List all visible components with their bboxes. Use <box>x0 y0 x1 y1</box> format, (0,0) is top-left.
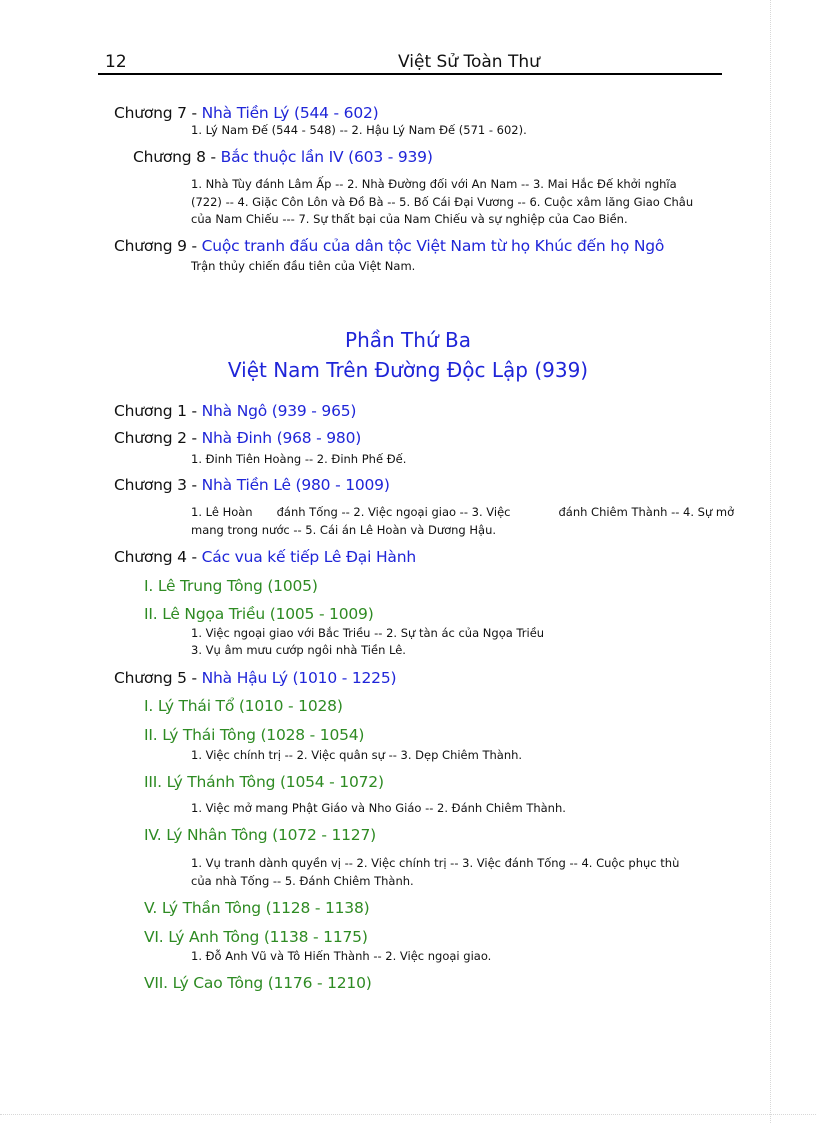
chapter-9 <box>114 237 664 255</box>
section-ly-thanh-tong-desc: 1. Việc mở mang Phật Giáo và Nho Giáo -- 2. Đánh Chiêm Thành. <box>191 801 566 815</box>
part3-chapter-1-title: Nhà Ngô (939 - 965) <box>201 402 357 420</box>
chapter-9-title: Cuộc tranh đấu của dân tộc Việt Nam từ họ Khúc đến họ Ngô <box>201 237 665 255</box>
part3-chapter-2-title: Nhà Đinh (968 - 980) <box>201 429 362 447</box>
part3-chapter-4-label: Chương 4 - <box>114 548 202 566</box>
bottom-margin-guide <box>0 1114 816 1115</box>
section-le-ngoa-trieu-desc-1: 1. Việc ngoại giao với Bắc Triều -- 2. Sự tàn ác của Ngọa Triều <box>191 626 545 640</box>
part3-chapter-4-title: Các vua kế tiếp Lê Đại Hành <box>201 548 416 566</box>
chapter-7 <box>114 104 379 122</box>
section-ly-nhan-tong-desc-2: của nhà Tống -- 5. Đánh Chiêm Thành. <box>191 874 414 888</box>
part3-chapter-1 <box>114 402 356 420</box>
part3-chapter-3-desc-1 <box>191 504 734 522</box>
section-le-trung-tong: I. Lê Trung Tông (1005) <box>144 577 318 595</box>
chapter-8-desc-3: của Nam Chiếu --- 7. Sự thất bại của Nam Chiếu và sự nghiệp của Cao Biền. <box>191 212 628 226</box>
part3-chapter-4 <box>114 548 416 566</box>
part3-chapter-5-label: Chương 5 - <box>114 669 202 687</box>
section-le-ngoa-trieu: II. Lê Ngọa Triều (1005 - 1009) <box>144 605 374 623</box>
part3-chapter-2-desc: 1. Đinh Tiên Hoàng -- 2. Đinh Phế Đế. <box>191 452 407 466</box>
chapter-8-desc-1: 1. Nhà Tùy đánh Lâm Ấp -- 2. Nhà Đường đối với An Nam -- 3. Mai Hắc Đế khởi nghĩa <box>191 177 677 191</box>
book-title: Việt Sử Toàn Thư <box>398 52 540 72</box>
section-ly-anh-tong-desc: 1. Đỗ Anh Vũ và Tô Hiến Thành -- 2. Việc ngoại giao. <box>191 949 492 963</box>
part3-chapter-2 <box>114 429 361 447</box>
part3-chapter-1-label: Chương 1 - <box>114 402 202 420</box>
part-title: Phần Thứ Ba <box>345 328 471 352</box>
part3-chapter-3-title: Nhà Tiền Lê (980 - 1009) <box>201 476 390 494</box>
chapter-7-title: Nhà Tiền Lý (544 - 602) <box>201 104 379 122</box>
right-margin-guide <box>770 0 771 1123</box>
desc-segment: đánh Chiêm Thành -- 4. Sự mở <box>558 505 735 519</box>
chapter-7-label: Chương 7 - <box>114 104 202 122</box>
section-ly-nhan-tong-desc-1: 1. Vụ tranh dành quyền vị -- 2. Việc chính trị -- 3. Việc đánh Tống -- 4. Cuộc phục thù <box>191 856 680 870</box>
chapter-9-desc: Trận thủy chiến đầu tiên của Việt Nam. <box>191 259 416 273</box>
section-ly-cao-tong: VII. Lý Cao Tông (1176 - 1210) <box>144 974 372 992</box>
desc-segment: 1. Lê Hoàn <box>191 505 253 519</box>
page-number: 12 <box>105 52 127 72</box>
chapter-9-label: Chương 9 - <box>114 237 202 255</box>
section-ly-than-tong: V. Lý Thần Tông (1128 - 1138) <box>144 899 370 917</box>
section-ly-anh-tong: VI. Lý Anh Tông (1138 - 1175) <box>144 928 368 946</box>
part3-chapter-2-label: Chương 2 - <box>114 429 202 447</box>
part3-chapter-5 <box>114 669 396 687</box>
chapter-8-title: Bắc thuộc lần IV (603 - 939) <box>220 148 433 166</box>
chapter-8 <box>133 148 433 166</box>
section-ly-thai-tong: II. Lý Thái Tông (1028 - 1054) <box>144 726 365 744</box>
section-le-ngoa-trieu-desc-2: 3. Vụ âm mưu cướp ngôi nhà Tiền Lê. <box>191 643 406 657</box>
part3-chapter-3-desc-2: mang trong nước -- 5. Cái án Lê Hoàn và Dương Hậu. <box>191 523 497 537</box>
part3-chapter-3 <box>114 476 390 494</box>
chapter-8-desc-2: (722) -- 4. Giặc Côn Lôn và Đồ Bà -- 5. Bố Cái Đại Vương -- 6. Cuộc xâm lăng Giao Châu <box>191 195 694 209</box>
part3-chapter-5-title: Nhà Hậu Lý (1010 - 1225) <box>201 669 397 687</box>
chapter-8-label: Chương 8 - <box>133 148 221 166</box>
chapter-7-desc: 1. Lý Nam Đế (544 - 548) -- 2. Hậu Lý Nam Đế (571 - 602). <box>191 123 527 137</box>
desc-segment: đánh Tống -- 2. Việc ngoại giao -- 3. Việc <box>276 505 511 519</box>
header-rule <box>98 73 722 75</box>
section-ly-thai-tong-desc: 1. Việc chính trị -- 2. Việc quân sự -- 3. Dẹp Chiêm Thành. <box>191 748 523 762</box>
part3-chapter-3-label: Chương 3 - <box>114 476 202 494</box>
section-ly-nhan-tong: IV. Lý Nhân Tông (1072 - 1127) <box>144 826 376 844</box>
part-subtitle: Việt Nam Trên Đường Độc Lập (939) <box>227 358 589 382</box>
section-ly-thanh-tong: III. Lý Thánh Tông (1054 - 1072) <box>144 773 384 791</box>
section-ly-thai-to: I. Lý Thái Tổ (1010 - 1028) <box>144 697 343 715</box>
